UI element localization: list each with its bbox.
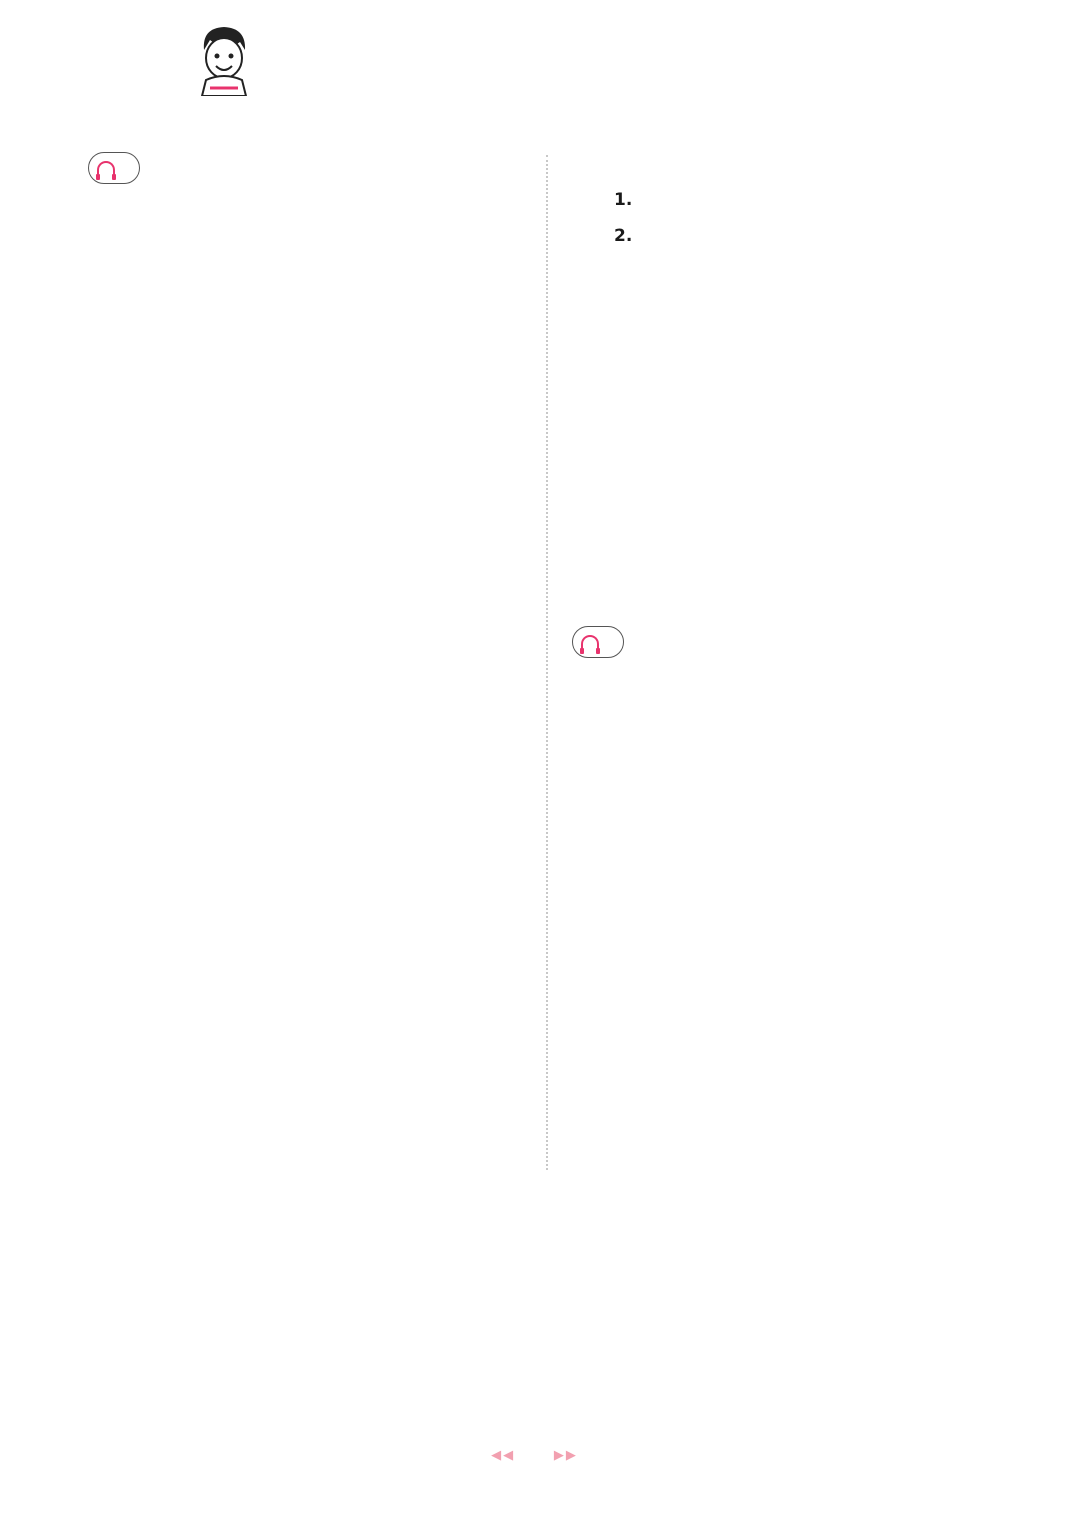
list-item	[614, 671, 998, 696]
list-item	[614, 744, 620, 769]
listening-material-tag	[88, 152, 140, 184]
list-item: 1.	[614, 190, 633, 210]
prev-arrows-icon: ◀◀	[491, 1448, 516, 1463]
list-item	[128, 196, 518, 221]
list-item	[128, 417, 134, 442]
list-item	[128, 675, 518, 700]
list-item	[128, 528, 518, 553]
list-item	[614, 854, 620, 879]
list-item: 2.	[614, 226, 633, 246]
list-item	[128, 454, 518, 479]
watermark	[890, 1440, 1060, 1530]
headphones-icon	[97, 161, 115, 175]
list-item	[128, 344, 134, 369]
list-item	[614, 781, 620, 806]
list-item	[128, 748, 518, 773]
next-arrows-icon: ▶▶	[553, 1448, 578, 1463]
listening-material-tag	[572, 626, 624, 658]
headphones-icon	[581, 635, 599, 649]
list-item	[128, 380, 134, 405]
brand-logo	[80, 22, 260, 102]
cartoon-boy-icon	[196, 24, 252, 96]
list-item	[128, 601, 518, 626]
column-divider	[546, 155, 548, 1170]
list-item	[614, 817, 620, 842]
list-item	[128, 270, 518, 295]
